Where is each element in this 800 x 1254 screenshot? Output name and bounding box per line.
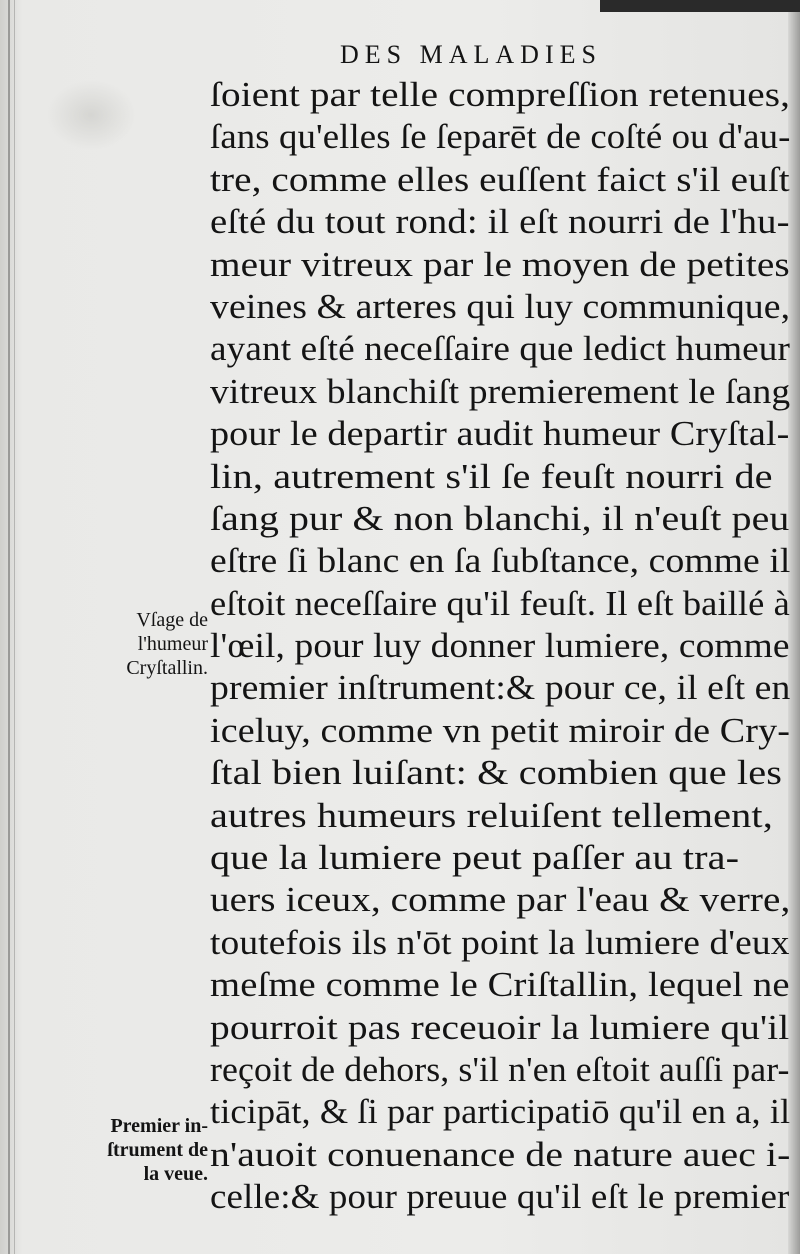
text-line: veines & arteres qui luy communique,	[210, 286, 791, 326]
text-line: ticipāt, & ſi par participatiō qu'il en a, il	[210, 1092, 791, 1132]
scan-border	[600, 0, 800, 12]
text-line: meſme comme le Criſtallin, lequel ne	[210, 965, 790, 1005]
margin-note-usage	[60, 608, 208, 680]
text-line: lin, autrement s'il ſe feuſt nourri de	[210, 456, 773, 496]
running-head: DES MALADIES	[340, 40, 602, 69]
text-line: eſtoit neceſſaire qu'il feuſt. Il eſt baillé à	[210, 583, 790, 623]
gutter-shadow	[8, 0, 10, 1254]
text-line: toutefois ils n'ōt point la lumiere d'eux	[210, 922, 790, 962]
text-line: ſtal bien luiſant: & combien que les	[210, 753, 782, 793]
text-line: vitreux blanchiſt premierement le ſang	[210, 371, 791, 411]
text-line: eſtre ſi blanc en ſa ſubſtance, comme il	[210, 541, 791, 581]
margin-note-line: la veue.	[143, 1163, 208, 1185]
margin-note-line: Cryſtallin.	[126, 657, 208, 679]
text-line: que la lumiere peut paſſer au tra-	[210, 838, 740, 878]
text-line: reçoit de dehors, s'il n'en eſtoit auſſi par-	[210, 1049, 790, 1089]
margin-note-line: Vſage de	[136, 609, 208, 631]
gutter-edge	[14, 0, 15, 1254]
text-line: iceluy, comme vn petit miroir de Cry-	[210, 710, 791, 750]
margin-note-line: l'humeur	[137, 633, 208, 655]
margin-note-line: Premier in-	[110, 1115, 208, 1137]
text-line: ayant eſté neceſſaire que ledict humeur	[210, 329, 791, 369]
text-line: autres humeurs reluiſent tellement,	[210, 795, 773, 835]
text-line: eſté du tout rond: il eſt nourri de l'hu-	[210, 202, 790, 242]
text-line: celle:& pour preuue qu'il eſt le premier	[210, 1177, 790, 1217]
text-line: pour le departir audit humeur Cryſtal-	[210, 414, 790, 454]
paper-stain	[46, 80, 136, 150]
text-line: pourroit pas receuoir la lumiere qu'il	[210, 1007, 790, 1047]
text-line: l'œil, pour luy donner lumiere, comme	[210, 626, 790, 666]
text-line: premier inſtrument:& pour ce, il eſt en	[210, 668, 791, 708]
text-line: ſang pur & non blanchi, il n'euſt peu	[210, 498, 790, 538]
text-line: uers iceux, comme par l'eau & verre,	[210, 880, 791, 920]
text-line: n'auoit conuenance de nature auec i-	[210, 1134, 791, 1174]
body-text	[210, 74, 798, 1219]
margin-note-first-instrument	[60, 1114, 208, 1186]
text-line: tre, comme elles euſſent faict s'il euſt	[210, 159, 790, 199]
margin-note-line: ſtrument de	[107, 1139, 208, 1161]
text-line: ſans qu'elles ſe ſeparēt de coſté ou d'au-	[210, 117, 791, 157]
text-line: meur vitreux par le moyen de petites	[210, 244, 790, 284]
text-line: ſoient par telle compreſſion retenues,	[210, 75, 791, 114]
